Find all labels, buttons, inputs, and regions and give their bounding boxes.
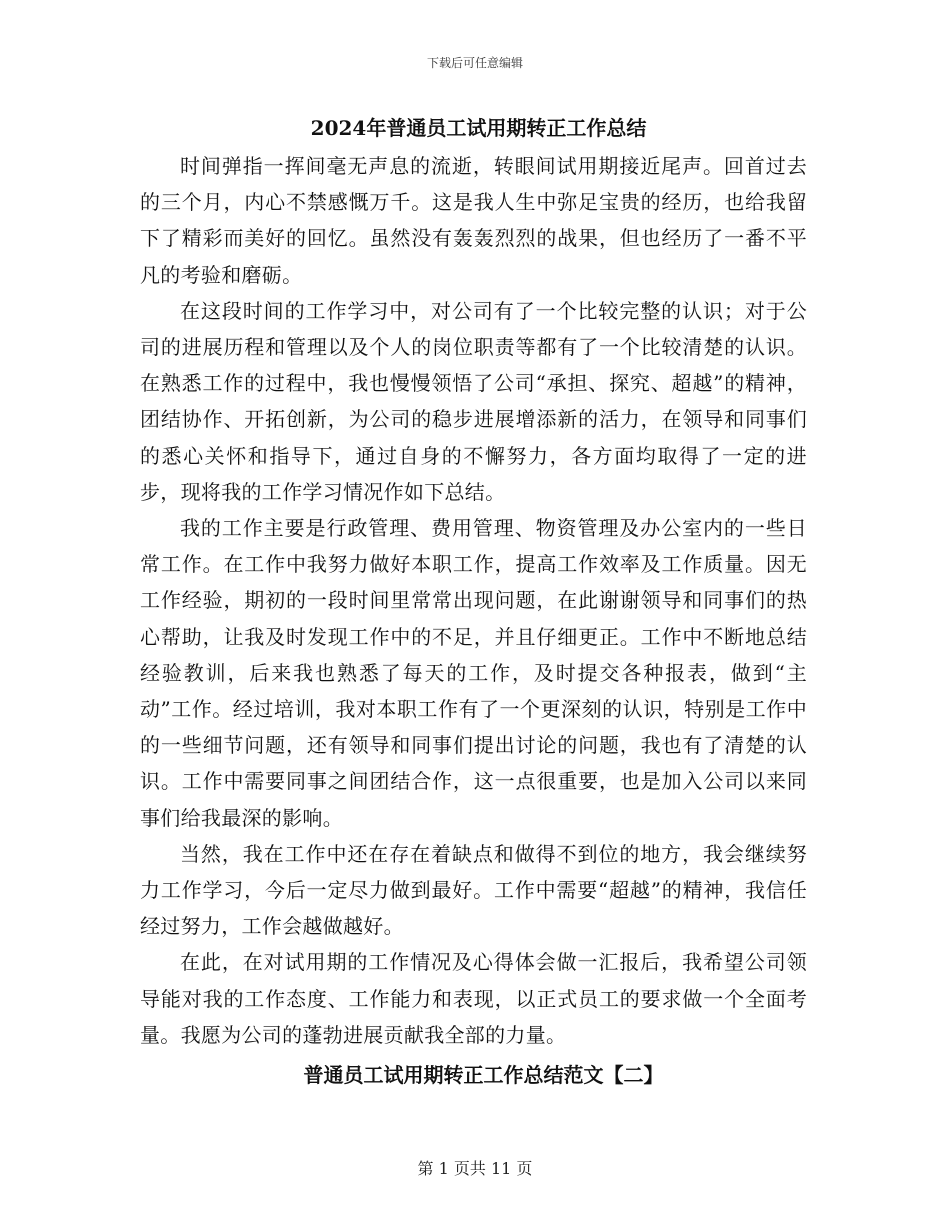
paragraph-1: 时间弹指一挥间毫无声息的流逝，转眼间试用期接近尾声。回首过去的三个月，内心不禁感慨万千。这是我人生中弥足宝贵的经历，也给我留下了精彩而美好的回忆。虽然没有轰轰烈烈的战果，但也经历了一番不平凡的考验和磨砺。 bbox=[140, 154, 807, 287]
paragraph-3: 我的工作主要是行政管理、费用管理、物资管理及办公室内的一些日常工作。在工作中我努力做好本职工作，提高工作效率及工作质量。因无工作经验，期初的一段时间里常常出现问题，在此谢谢领导和同事们的热心帮助，让我及时发现工作中的不足，并且仔细更正。工作中不断地总结经验教训，后来我也熟悉了每天的工作，及时提交各种报表，做到“主动”工作。经过培训，我对本职工作有了一个更深刻的认识，特别是工作中的一些细节问题，还有领导和同事们提出讨论的问题，我也有了清楚的认识。工作中需要同事之间团结合作，这一点很重要，也是加入公司以来同事们给我最深的影响。 bbox=[140, 516, 807, 830]
document-title: 2024年普通员工试用期转正工作总结 bbox=[310, 116, 647, 140]
paragraph-2: 在这段时间的工作学习中，对公司有了一个比较完整的认识；对于公司的进展历程和管理以及个人的岗位职责等都有了一个比较清楚的认识。在熟悉工作的过程中，我也慢慢领悟了公司“承担、探究、超越”的精神，团结协作、开拓创新，为公司的稳步进展增添新的活力，在领导和同事们的悉心关怀和指导下，通过自身的不懈努力，各方面均取得了一定的进步，现将我的工作学习情况作如下总结。 bbox=[140, 298, 807, 504]
section-subtitle: 普通员工试用期转正工作总结范文【二】 bbox=[303, 1063, 664, 1088]
paragraph-5: 在此，在对试用期的工作情况及心得体会做一汇报后，我希望公司领导能对我的工作态度、工作能力和表现，以正式员工的要求做一个全面考量。我愿为公司的蓬勃进展贡献我全部的力量。 bbox=[140, 950, 807, 1047]
document-body bbox=[140, 108, 807, 1095]
header-note: 下载后可任意编辑 bbox=[426, 56, 523, 70]
paragraph-4: 当然，我在工作中还在存在着缺点和做得不到位的地方，我会继续努力工作学习，今后一定尽力做到最好。工作中需要“超越”的精神，我信任经过努力，工作会越做越好。 bbox=[140, 841, 807, 939]
page-number: 第 1 页共 11 页 bbox=[417, 1159, 533, 1178]
